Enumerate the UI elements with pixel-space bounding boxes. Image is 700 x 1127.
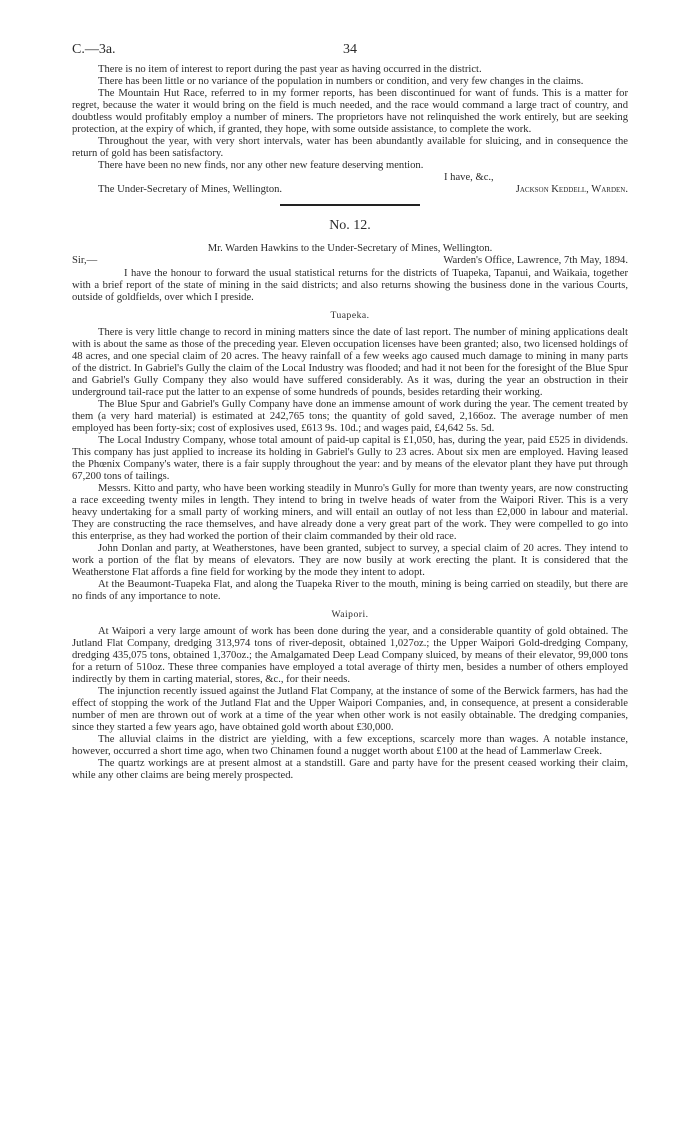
section-heading-waipori: Waipori. <box>331 609 369 620</box>
closing: I have, &c., <box>444 172 494 183</box>
paragraph: John Donlan and party, at Weatherstones, have been granted, subject to survey, a special claim of 20 acres. They intend to work a portion of the flat by means of elevators. They are now busily at work erecting the plant. It is considered that the Weatherstone Flat affords a fine field for working by the mode they intent to adopt. <box>72 543 628 578</box>
intro-paragraph: I have the honour to forward the usual statistical returns for the districts of Tuapeka, Tapanui, and Waikaia, together with a brief report of the state of mining in the said districts; and also returns showing the business done in the various Courts, outside of goldfields, over which I preside. <box>72 268 628 303</box>
paragraph: Messrs. Kitto and party, who have been working steadily in Munro's Gully for more than twenty years, are now constructing a race exceeding twenty miles in length. They intend to bring in twelve heads of water from the Waipori River. This is a very heavy undertaking for a small party of working miners, and will entail an outlay of not less than £2,000 in labour and material. They are constructing the race themselves, and have already done a very great part of the work. They were compelled to go into this enterprise, as they had worked the portion of their claim commanded by their old race. <box>72 483 628 542</box>
paragraph: At Waipori a very large amount of work has been done during the year, and a considerable quantity of gold obtained. The Jutland Flat Company, dredging 313,974 tons of river-deposit, obtained 1,027oz.; the Upper Waipori Gold-dredging Company, dredging 435,075 tons, obtained 1,370oz.; the Amalgamated Deep Lead Company sluiced, by means of their elevator, 99,000 tons for a return of 510oz. These three companies have employed a total average of thirty men, besides a number of others employed indirectly by them in carting material, stores, &c., for their needs. <box>72 626 628 685</box>
document-page <box>72 42 628 782</box>
paragraph: Throughout the year, with very short intervals, water has been abundantly available for sluicing, and in consequence the return of gold has been satisfactory. <box>72 136 628 159</box>
closing-row <box>72 172 628 184</box>
paragraph: The quartz workings are at present almost at a standstill. Gare and party have for the present ceased working their claim, while any other claims are being merely prospected. <box>72 758 628 781</box>
paragraph: The alluvial claims in the district are yielding, with a few exceptions, scarcely more than wages. A notable instance, however, occurred a short time ago, when two Chinamen found a nugget worth about £100 at the head of Lammerlaw Creek. <box>72 734 628 757</box>
salutation: Sir,— <box>72 255 98 266</box>
letter-number: No. 12. <box>329 218 371 233</box>
paragraph: There is very little change to record in mining matters since the date of last report. The number of mining applications dealt with is about the same as those of the preceding year. Eleven occupation licenses have been granted; also, two licensed holdings of 48 acres, and one special claim of 20 acres. The heavy rainfall of a few weeks ago caused much damage to mining in many parts of the district. In Gabriel's Gully the claim of the Local Industry was flooded; and had it not been for the foresight of the Blue Spur and Gabriel's Gully Company they also would have suffered considerably. As it was, during the year an obstruction in their underground tail-race put the latter to an expense of some hundreds of pounds, besides retarding their working. <box>72 327 628 398</box>
paragraph: The Local Industry Company, whose total amount of paid-up capital is £1,050, has, during the year, paid £525 in dividends. This company has just applied to increase its holding in Gabriel's Gully to 23 acres. About six men are employed. Having leased the Phœnix Company's water, there is a fair supply throughout the year: and by means of the elevator plant they have put through 67,200 tons of tailings. <box>72 435 628 482</box>
divider-rule <box>280 204 420 206</box>
office-dateline: Warden's Office, Lawrence, 7th May, 1894. <box>443 255 628 266</box>
paragraph: There is no item of interest to report during the past year as having occurred in the district. <box>98 64 482 75</box>
signature-row <box>72 184 628 196</box>
letter-title: Mr. Warden Hawkins to the Under-Secretary of Mines, Wellington. <box>207 243 493 254</box>
address-row <box>72 255 628 268</box>
paragraph: The Blue Spur and Gabriel's Gully Company have done an immense amount of work during the year. The cement treated by them (a very hard material) is estimated at 242,765 tons; the quantity of gold saved, 2,166oz. The average number of men employed has been forty-six; cost of explosives used, £613 9s. 10d.; and wages paid, £4,642 5s. 5d. <box>72 399 628 434</box>
page-header <box>72 42 628 64</box>
section-heading-tuapeka: Tuapeka. <box>330 310 370 321</box>
signature: Jackson Keddell, Warden. <box>515 184 628 195</box>
document-reference: C.—3a. <box>72 42 116 57</box>
paragraph: The Mountain Hut Race, referred to in my former reports, has been discontinued for want of funds. This is a matter for regret, because the water it would bring on the field is much needed, and the race would command a large tract of country, and doubtless would profitably employ a number of miners. The proprietors have not relinquished the work entirely, but are seeking protection, at the expiry of which, if granted, they hope, with some outside assistance, to complete the work. <box>72 88 628 135</box>
paragraph: At the Beaumont-Tuapeka Flat, and along the Tuapeka River to the mouth, mining is being carried on steadily, but there are no finds of any importance to note. <box>72 579 628 602</box>
prior-letter <box>72 64 628 196</box>
addressee: The Under-Secretary of Mines, Wellington. <box>98 184 283 195</box>
page-number: 34 <box>343 42 357 57</box>
paragraph: There have been no new finds, nor any other new feature deserving mention. <box>98 160 424 171</box>
paragraph: The injunction recently issued against the Jutland Flat Company, at the instance of some of the Berwick farmers, has had the effect of stopping the work of the Jutland Flat and the Upper Waipori Companies, and, in consequence, at present a considerable number of men are thrown out of work at a time of the year when other work is not easily obtainable. The dredging companies, since they started a few years ago, have obtained gold worth about £30,000. <box>72 686 628 733</box>
paragraph: There has been little or no variance of the population in numbers or condition, and very few changes in the claims. <box>98 76 584 87</box>
